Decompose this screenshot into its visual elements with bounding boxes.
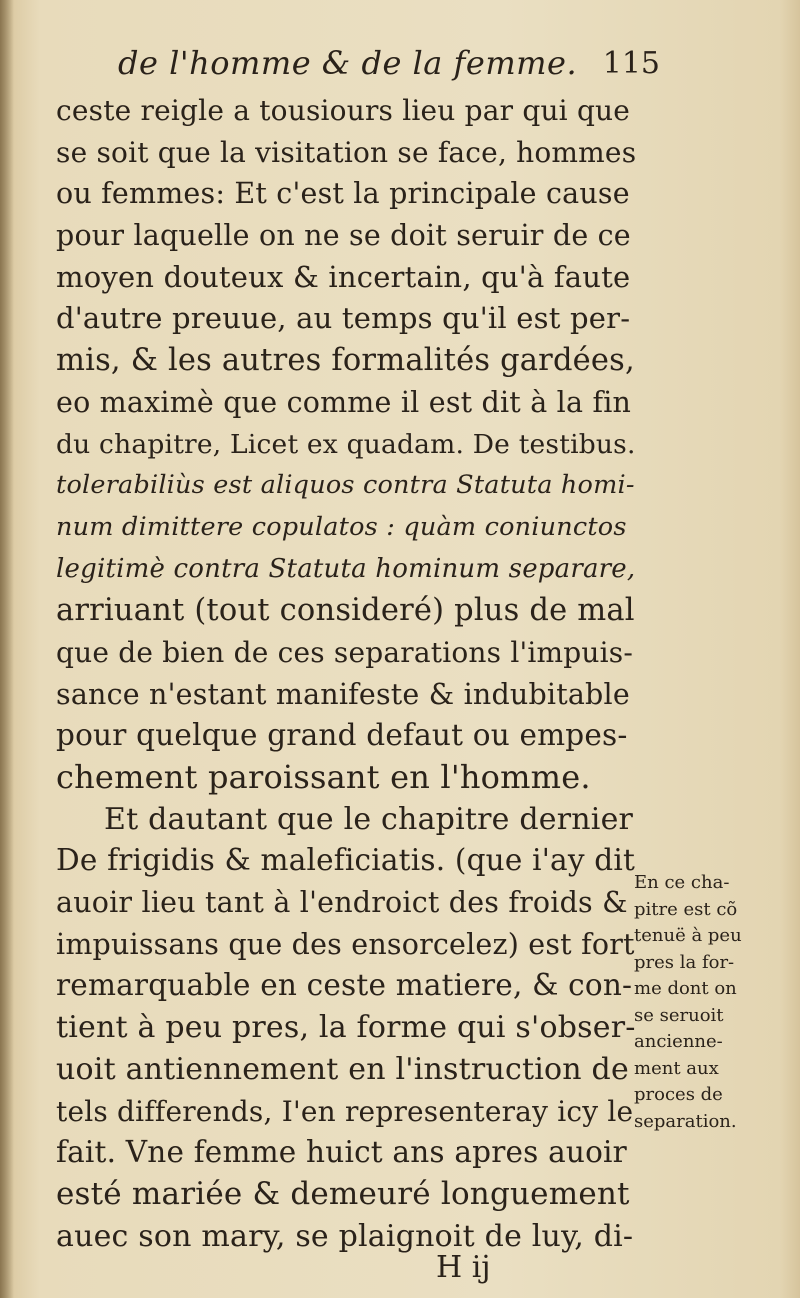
text-line: d'autre preuue, au temps qu'il est per-	[56, 301, 631, 336]
text-line: tient à peu pres, la forme qui s'obser-	[56, 1010, 636, 1046]
text-line: ceste reigle a tousiours lieu par qui que	[56, 94, 631, 127]
margin-note-line: proces de	[634, 1084, 723, 1105]
text-line: auec son mary, se plaignoit de luy, di-	[56, 1218, 634, 1254]
signature-mark: H ij	[436, 1250, 491, 1285]
gutter-shadow	[0, 0, 14, 1298]
margin-note-line: En ce cha-	[634, 872, 730, 893]
margin-note-line: pitre est cõ	[634, 898, 738, 920]
body-text	[56, 90, 636, 1257]
margin-note-line: separation.	[634, 1110, 737, 1132]
text-line: uoit antiennement en l'instruction de	[56, 1051, 629, 1087]
running-title: de l'homme & de la femme.	[118, 44, 578, 82]
margin-note-line: tenuë à peu	[634, 925, 742, 946]
margin-note-line: pres la for-	[634, 951, 735, 973]
text-line: De frigidis & maleficiatis. (que i'ay dit	[56, 843, 636, 878]
text-line: esté mariée & demeuré longuement	[56, 1175, 630, 1212]
text-line: sance n'estant manifeste & indubitable	[56, 677, 630, 711]
text-line: eo maximè que comme il est dit à la fin	[56, 385, 632, 419]
text-line: tels differends, I'en representeray icy le	[56, 1094, 634, 1128]
margin-note-line: se seruoit	[634, 1004, 724, 1026]
text-line: que de bien de ces separations l'impuis-	[56, 635, 634, 669]
text-line: mis, & les autres formalités gardées,	[56, 343, 635, 379]
text-line: du chapitre, Licet ex quadam. De testibus.	[56, 428, 636, 460]
text-line: chement paroissant en l'homme.	[56, 758, 591, 796]
paragraph-start-line: Et dautant que le chapitre dernier	[104, 801, 634, 837]
page-header	[100, 44, 660, 88]
text-line: fait. Vne femme huict ans apres auoir	[56, 1135, 627, 1170]
text-line: arriuant (tout consideré) plus de mal	[56, 593, 635, 629]
text-line: pour quelque grand defaut ou empes-	[56, 718, 628, 753]
page-number: 115	[602, 46, 660, 81]
margin-note	[634, 870, 794, 1135]
text-line: pour laquelle on ne se doit seruir de ce	[56, 219, 631, 253]
text-line: ou femmes: Et c'est la principale cause	[56, 177, 630, 211]
latin-quote-line: tolerabiliùs est aliquos contra Statuta homi-	[56, 470, 635, 501]
margin-note-line: ment aux	[634, 1057, 719, 1079]
text-line: moyen douteux & incertain, qu'à faute	[56, 259, 631, 294]
margin-note-line: ancienne-	[634, 1031, 723, 1052]
margin-note-line: me dont on	[634, 978, 737, 999]
text-line: se soit que la visitation se face, hommes	[56, 135, 637, 169]
text-line: impuissans que des ensorcelez) est fort	[56, 927, 635, 961]
text-line: auoir lieu tant à l'endroict des froids &	[56, 886, 628, 920]
text-line: remarquable en ceste matiere, & con-	[56, 968, 633, 1003]
latin-quote-line: legitimè contra Statuta hominum separare,	[56, 553, 636, 584]
latin-quote-line: num dimittere copulatos : quàm coniunctos	[56, 511, 627, 542]
